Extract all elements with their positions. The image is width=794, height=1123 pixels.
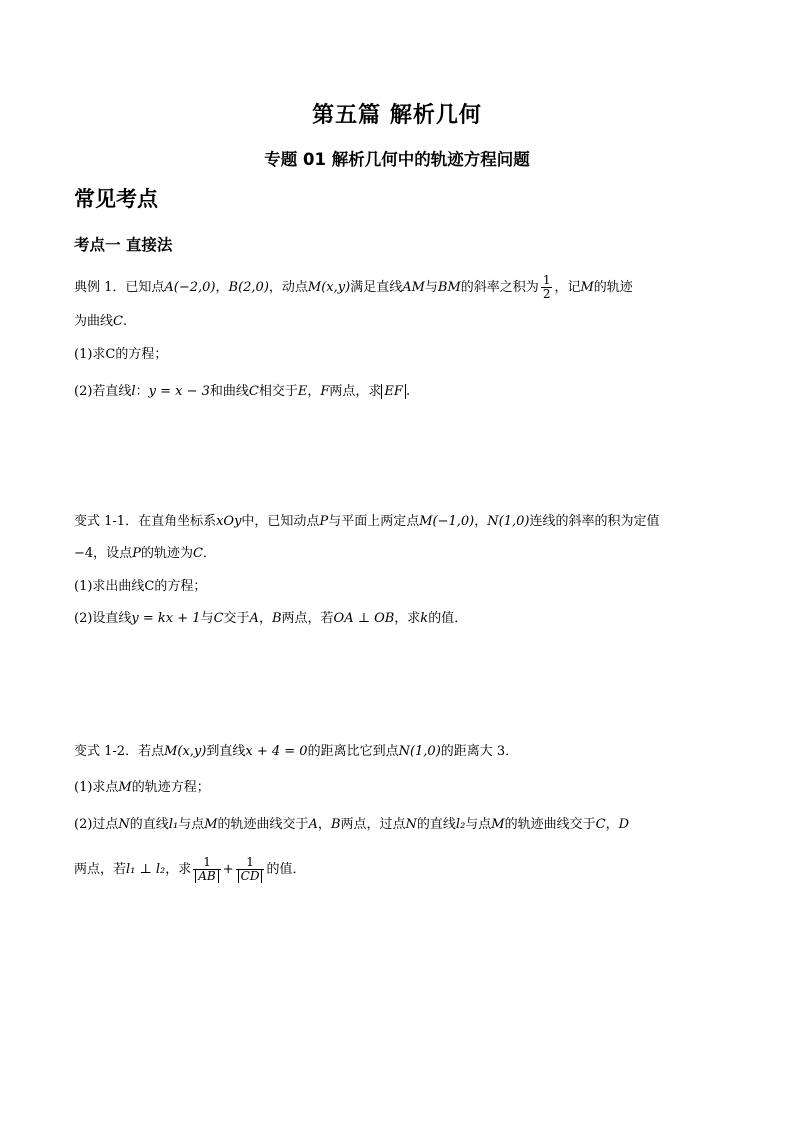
variant-1-2-question-2-cont: 两点，若l₁ ⊥ l₂，求 $\frac{1}{AB}$ + $\frac{1}{CD}$ 的值．	[74, 855, 306, 883]
variant-1-2-question-2: (2)过点N的直线l₁与点M的轨迹曲线交于A，B两点，过点N的直线l₂与点M的轨迹曲线交于C，D	[74, 817, 630, 832]
page-title: 第五篇 解析几何	[312, 103, 482, 128]
variant-1-1-question-2: (2)设直线y = kx + 1与C交于A，B两点，若OA ⊥ OB，求k的值．	[74, 611, 468, 626]
variant-1-2-question-1: (1)求点M的轨迹方程；	[74, 780, 210, 795]
fraction: $\frac{1}{AB}$	[193, 856, 220, 883]
variant-1-1-line-2: −4，设点P的轨迹为C．	[74, 546, 216, 561]
variant-1-1-question-1: (1)求出曲线C的方程；	[74, 579, 207, 594]
variant-1-2-line-1: 变式 1-2．若点M(x,y)到直线x + 4 = 0的距离比它到点N(1,0)的距离大 3．	[74, 744, 519, 759]
example-1-question-2: (2)若直线l：y = x − 3和曲线C相交于E，F两点，求 EF .	[74, 384, 411, 399]
section-heading: 常见考点	[74, 187, 158, 211]
variant-1-1-line-1: 变式 1-1．在直角坐标系xOy中，已知动点P与平面上两定点M(−1,0)，N(1,0)连线的斜率的积为定值	[74, 514, 660, 529]
subsection-heading: 考点一 直接法	[74, 236, 173, 254]
topic-subtitle: 专题 01 解析几何中的轨迹方程问题	[264, 150, 530, 169]
example-1-line-2: 为曲线C.	[74, 314, 128, 329]
example-1-question-1: (1)求C的方程；	[74, 347, 168, 362]
fraction: $\frac{1}{CD}$	[236, 856, 265, 883]
example-1-line-1: 典例 1．已知点A(−2,0)，B(2,0)，动点M(x,y)满足直线AM与BM的斜率之积为 $\frac{1}{2}$ ，记M的轨迹	[74, 273, 633, 301]
fraction: $\frac{1}{2}$	[542, 273, 551, 301]
